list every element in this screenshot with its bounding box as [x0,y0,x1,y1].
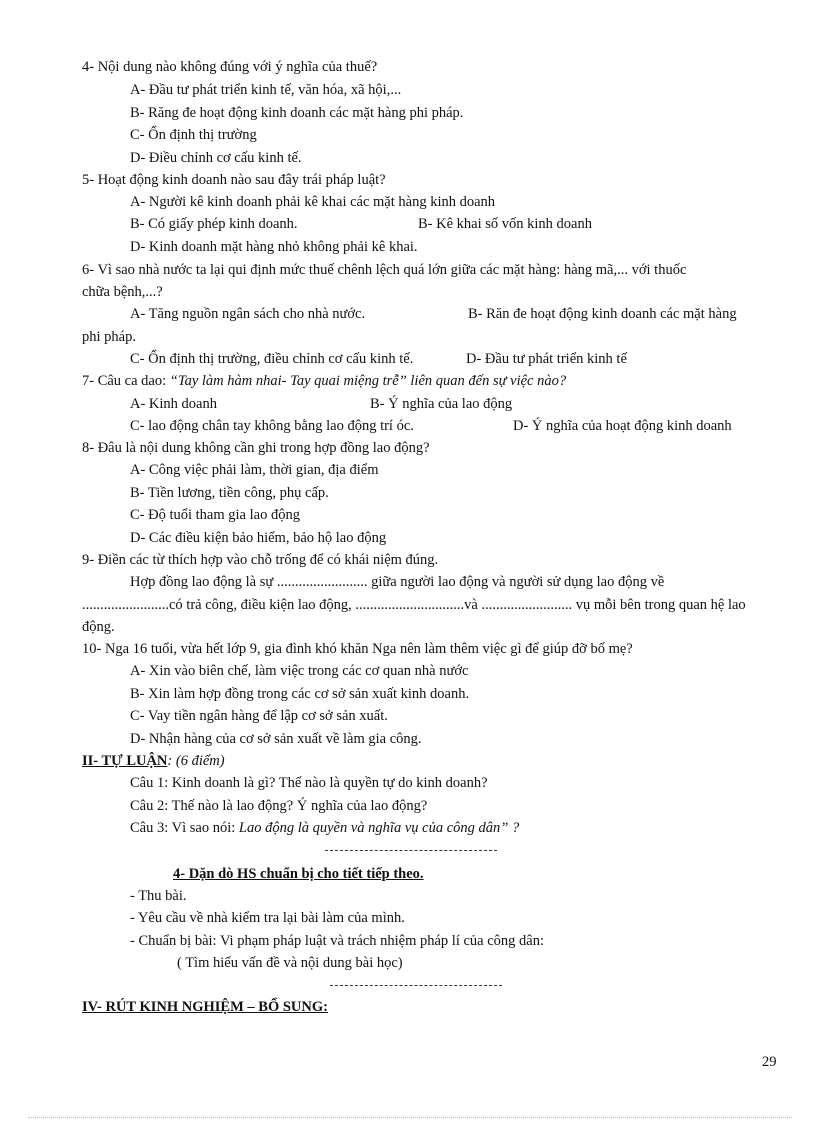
q5-stem: 5- Hoạt động kinh doanh nào sau đây trái pháp luật? [82,172,386,188]
essay-question-3 [130,819,519,837]
q10-option-b: B- Xin làm hợp đồng trong các cơ sở sản xuất kinh doanh. [130,686,470,702]
separator-2 [330,985,502,986]
q9-fill-line2: ........................có trả công, điều kiện lao động, ..............................và ......................... vụ mỗi bên trong quan hệ lao [82,597,746,613]
q8-option-a: A- Công việc phải làm, thời gian, địa điểm [130,462,379,478]
essay-question-3-prefix: Câu 3: Vì sao nói: [130,820,239,836]
q9-fill-line3: động. [82,619,115,635]
homework-heading: 4- Dặn dò HS chuẩn bị cho tiết tiếp theo. [173,866,424,882]
q4-stem: 4- Nội dung nào không đúng với ý nghĩa của thuế? [82,59,378,75]
q4-option-a: A- Đầu tư phát triển kinh tế, văn hóa, xã hội,... [130,82,402,98]
q7-stem-quote: “Tay làm hàm nhai- Tay quai miệng trễ” liên quan đến sự việc nào? [169,373,567,389]
q6-option-c: C- Ổn định thị trường, điều chỉnh cơ cấu kinh tế. [130,351,414,367]
q5-option-b: B- Có giấy phép kinh doanh. [130,216,298,232]
q6-stem-line1: 6- Vì sao nhà nước ta lại qui định mức thuế chênh lệch quá lớn giữa các mặt hàng: hàng mã,... với thuốc [82,262,687,278]
q7-option-a: A- Kinh doanh [130,396,217,412]
page-number: 29 [762,1054,777,1070]
q5-option-b2: B- Kê khai số vốn kinh doanh [418,216,592,232]
q6-option-b-line2: phi pháp. [82,329,136,345]
homework-item-1: - Thu bài. [130,888,187,904]
q9-stem: 9- Điền các từ thích hợp vào chỗ trống để có khái niệm đúng. [82,552,439,568]
q7-option-d: D- Ý nghĩa của hoạt động kinh doanh [513,418,732,434]
essay-question-1: Câu 1: Kinh doanh là gì? Thế nào là quyền tự do kinh doanh? [130,775,488,791]
q6-option-d: D- Đầu tư phát triển kinh tế [466,351,627,367]
q5-option-a: A- Người kê kinh doanh phải kê khai các mặt hàng kinh doanh [130,194,496,210]
q4-option-c: C- Ổn định thị trường [130,127,257,143]
q8-option-b: B- Tiền lương, tiền công, phụ cấp. [130,485,329,501]
q10-option-d: D- Nhận hàng của cơ sở sản xuất về làm gia công. [130,731,422,747]
homework-item-3: - Chuẩn bị bài: Vi phạm pháp luật và trách nhiệm pháp lí của công dân: [130,933,545,949]
q10-option-c: C- Vay tiền ngân hàng để lập cơ sở sản xuất. [130,708,388,724]
review-heading: IV- RÚT KINH NGHIỆM – BỔ SUNG: [82,999,328,1015]
q10-stem: 10- Nga 16 tuổi, vừa hết lớp 9, gia đình khó khăn Nga nên làm thêm việc gì để giúp đỡ bố mẹ? [82,641,633,657]
page-bottom-border [28,1117,792,1118]
q7-stem [82,372,566,390]
essay-heading: II- TỰ LUẬN [82,753,168,769]
q6-stem-line2: chữa bệnh,...? [82,284,163,300]
q6-option-a: A- Tăng nguồn ngân sách cho nhà nước. [130,306,366,322]
q6-option-b-line1: B- Răn đe hoạt động kinh doanh các mặt hàng [468,306,737,322]
q5-option-d: D- Kinh doanh mặt hàng nhỏ không phải kê khai. [130,239,418,255]
q8-stem: 8- Đâu là nội dung không cần ghi trong hợp đồng lao động? [82,440,430,456]
q9-fill-line1: Hợp đồng lao động là sự ......................... giữa người lao động và người sử dụng lao động về [130,574,665,590]
homework-item-2: - Yêu cầu về nhà kiểm tra lại bài làm của mình. [130,910,405,926]
q10-option-a: A- Xin vào biên chế, làm việc trong các cơ quan nhà nước [130,663,469,679]
q8-option-d: D- Các điều kiện bảo hiểm, bảo hộ lao động [130,530,387,546]
q4-option-d: D- Điều chỉnh cơ cấu kinh tế. [130,150,302,166]
q4-option-b: B- Răng đe hoạt động kinh doanh các mặt hàng phi pháp. [130,105,464,121]
q7-option-b: B- Ý nghĩa của lao động [370,396,513,412]
essay-section-heading [82,752,225,770]
essay-question-3-quote: Lao động là quyền và nghĩa vụ của công dân” ? [238,820,520,836]
homework-item-4: ( Tìm hiểu vấn đề và nội dung bài học) [177,955,403,971]
essay-question-2: Câu 2: Thế nào là lao động? Ý nghĩa của lao động? [130,798,428,814]
separator-1 [325,850,497,851]
q8-option-c: C- Độ tuổi tham gia lao động [130,507,300,523]
essay-points: : (6 điểm) [167,753,225,769]
q7-stem-prefix: 7- Câu ca dao: [82,373,170,389]
q7-option-c: C- lao động chân tay không bằng lao động trí óc. [130,418,414,434]
